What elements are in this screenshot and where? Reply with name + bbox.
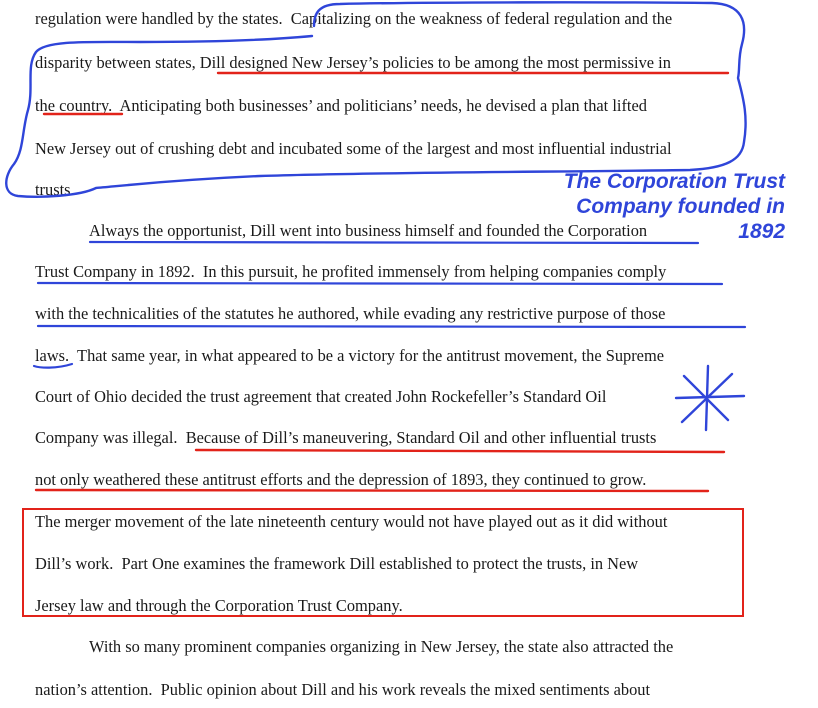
margin-note (545, 169, 785, 244)
text-line-14: Dill’s work. Part One examines the framework Dill established to protect the trusts, in New (35, 554, 639, 573)
text-line-7: Trust Company in 1892. In this pursuit, he profited immensely from helping companies comply (35, 262, 667, 281)
text-line-1: regulation were handled by the states. Capitalizing on the weakness of federal regulation and the (35, 9, 673, 28)
margin-note-line-1: The Corporation Trust (563, 170, 785, 193)
text-line-15: Jersey law and through the Corporation Trust Company. (35, 596, 403, 615)
text-line-9: laws. That same year, in what appeared to be a victory for the antitrust movement, the Supreme (35, 346, 664, 365)
text-line-6: Always the opportunist, Dill went into business himself and founded the Corporation (89, 221, 648, 240)
blue-underline-2 (38, 283, 722, 284)
red-underline-3 (196, 450, 724, 452)
text-line-5: trusts. (35, 180, 75, 199)
red-highlight-box (22, 508, 744, 617)
blue-underline-3 (38, 326, 745, 327)
margin-note-line-3: 1892 (738, 220, 785, 243)
text-line-8: with the technicalities of the statutes he authored, while evading any restrictive purpose of those (35, 304, 666, 323)
text-line-4: New Jersey out of crushing debt and incubated some of the largest and most influential industrial (35, 139, 672, 158)
text-line-10: Court of Ohio decided the trust agreement that created John Rockefeller’s Standard Oil (35, 387, 607, 406)
text-line-3: the country. Anticipating both businesses’ and politicians’ needs, he devised a plan that lifted (35, 96, 647, 115)
text-line-12: not only weathered these antitrust efforts and the depression of 1893, they continued to grow. (35, 470, 647, 489)
text-line-13: The merger movement of the late nineteenth century would not have played out as it did without (35, 512, 668, 531)
margin-note-line-2: Company founded in (576, 195, 785, 218)
red-underline-4 (36, 490, 708, 491)
text-line-16: With so many prominent companies organizing in New Jersey, the state also attracted the (89, 637, 674, 656)
text-line-2: disparity between states, Dill designed New Jersey’s policies to be among the most permissive in (35, 53, 671, 72)
text-line-11: Company was illegal. Because of Dill’s maneuvering, Standard Oil and other influential trusts (35, 428, 657, 447)
text-line-17: nation’s attention. Public opinion about Dill and his work reveals the mixed sentiments about (35, 680, 651, 699)
star-mark-icon (676, 366, 744, 430)
